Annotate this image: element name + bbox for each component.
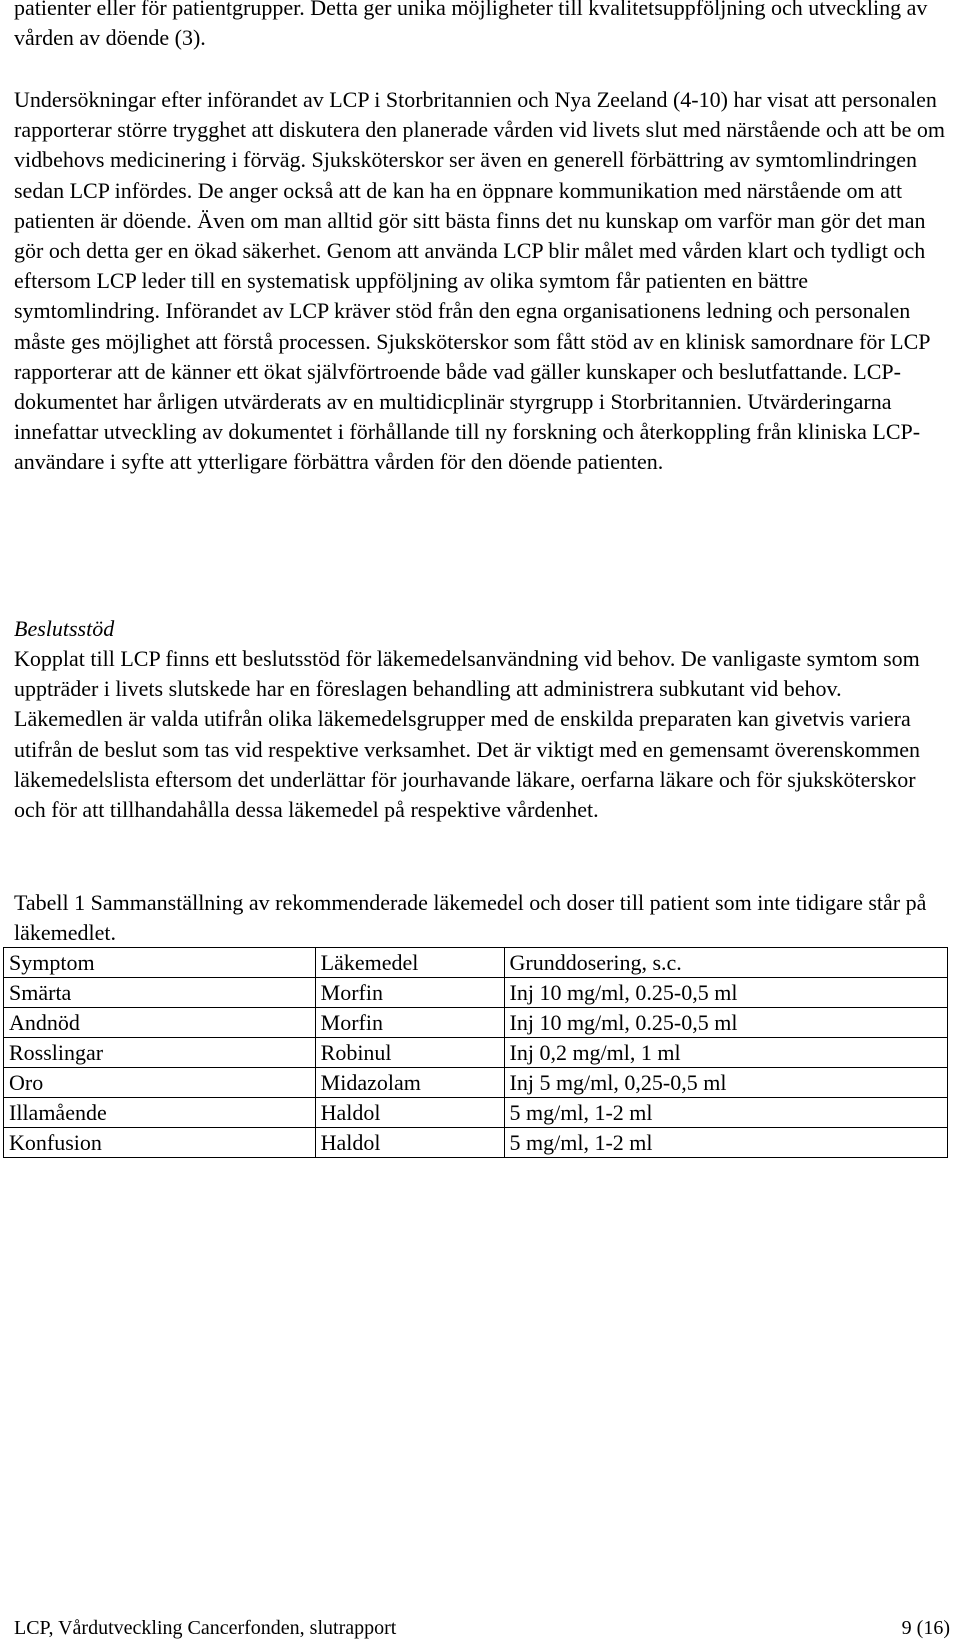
table-cell-drug: Haldol bbox=[315, 1128, 504, 1158]
paragraph-lcp-evaluation: Undersökningar efter införandet av LCP i Storbritannien och Nya Zeeland (4-10) har visat att personalen rapporterar större trygghet att diskutera den planerade vården vid livets slut med närstående och att be om vidbehovs medicinering i förväg. Sjuksköterskor ser även en generell förbättring av symtomlindringen sedan LCP infördes. De anger också att de kan ha en öppnare kommunikation med närstående om att patienten är döende. Även om man alltid gör sitt bästa finns det nu kunskap om varför man gör det man gör och detta ger en ökad säkerhet. Genom att använda LCP blir målet med vården klart och tydligt och eftersom LCP leder till en systematisk uppföljning av olika symtom får patienten en bättre symtomlindring. Införandet av LCP kräver stöd från den egna organisationens ledning och personalen måste ges möjlighet att förstå processen. Sjuksköterskor som fått stöd av en klinisk samordnare för LCP rapporterar att de känner ett ökat självförtroende både vad gäller kunskaper och beslutfattande. LCP-dokumentet har årligen utvärderats av en multidicplinär styrgrupp i Storbritannien. Utvärderingarna innefattar utveckling av dokumentet i förhållande till ny forskning och återkoppling från kliniska LCP-användare i syfte att ytterligare förbättra vården för den döende patienten. bbox=[14, 87, 945, 475]
table-row bbox=[4, 1068, 948, 1098]
paragraph-beslutsstod: Kopplat till LCP finns ett beslutsstöd för läkemedelsanvändning vid behov. De vanligaste symtom som uppträder i livets slutskede har en föreslagen behandling att administrera subkutant vid behov. Läkemedlen är valda utifrån olika läkemedelsgrupper med de enskilda preparaten kan givetvis variera utifrån de beslut som tas vid respektive verksamhet. Det är viktigt med en gemensamt överenskommen läkemedelslista eftersom det underlättar för jourhavande läkare, oerfarna läkare och för sjuksköterskor och för att tillhandahålla dessa läkemedel på respektive vårdenhet. bbox=[14, 646, 921, 823]
table-caption: Tabell 1 Sammanställning av rekommenderade läkemedel och doser till patient som inte tidigare står på läkemedlet. bbox=[14, 890, 927, 945]
page-footer bbox=[14, 1614, 950, 1642]
medication-table bbox=[3, 947, 948, 1158]
table-cell-symptom: Oro bbox=[4, 1068, 316, 1098]
table-header-cell: Symptom bbox=[4, 948, 316, 978]
table-cell-symptom: Smärta bbox=[4, 978, 316, 1008]
table-cell-symptom: Illamående bbox=[4, 1098, 316, 1128]
paragraph-intro-continuation: patienter eller för patientgrupper. Detta ger unika möjligheter till kvalitetsuppföljning och utveckling av vården av döende (3). bbox=[14, 0, 928, 51]
table-cell-dose: Inj 10 mg/ml, 0.25-0,5 ml bbox=[504, 978, 948, 1008]
table-row bbox=[4, 1038, 948, 1068]
table-cell-drug: Robinul bbox=[315, 1038, 504, 1068]
table-cell-dose: 5 mg/ml, 1-2 ml bbox=[504, 1128, 948, 1158]
table-cell-drug: Midazolam bbox=[315, 1068, 504, 1098]
table-cell-dose: Inj 0,2 mg/ml, 1 ml bbox=[504, 1038, 948, 1068]
footer-document-title: LCP, Vårdutveckling Cancerfonden, slutrapport bbox=[14, 1617, 397, 1639]
table-cell-drug: Morfin bbox=[315, 978, 504, 1008]
table-cell-symptom: Rosslingar bbox=[4, 1038, 316, 1068]
footer-page-number: 9 (16) bbox=[901, 1617, 950, 1639]
table-header-row bbox=[4, 948, 948, 978]
table-cell-dose: Inj 10 mg/ml, 0.25-0,5 ml bbox=[504, 1008, 948, 1038]
table-row bbox=[4, 1098, 948, 1128]
table-cell-symptom: Konfusion bbox=[4, 1128, 316, 1158]
table-header-cell: Läkemedel bbox=[315, 948, 504, 978]
table-cell-drug: Haldol bbox=[315, 1098, 504, 1128]
section-heading-beslutsstod: Beslutsstöd bbox=[14, 616, 115, 641]
table-header-cell: Grunddosering, s.c. bbox=[504, 948, 948, 978]
table-cell-dose: 5 mg/ml, 1-2 ml bbox=[504, 1098, 948, 1128]
table-cell-drug: Morfin bbox=[315, 1008, 504, 1038]
table-cell-symptom: Andnöd bbox=[4, 1008, 316, 1038]
table-row bbox=[4, 1128, 948, 1158]
table-row bbox=[4, 978, 948, 1008]
table-row bbox=[4, 1008, 948, 1038]
table-cell-dose: Inj 5 mg/ml, 0,25-0,5 ml bbox=[504, 1068, 948, 1098]
